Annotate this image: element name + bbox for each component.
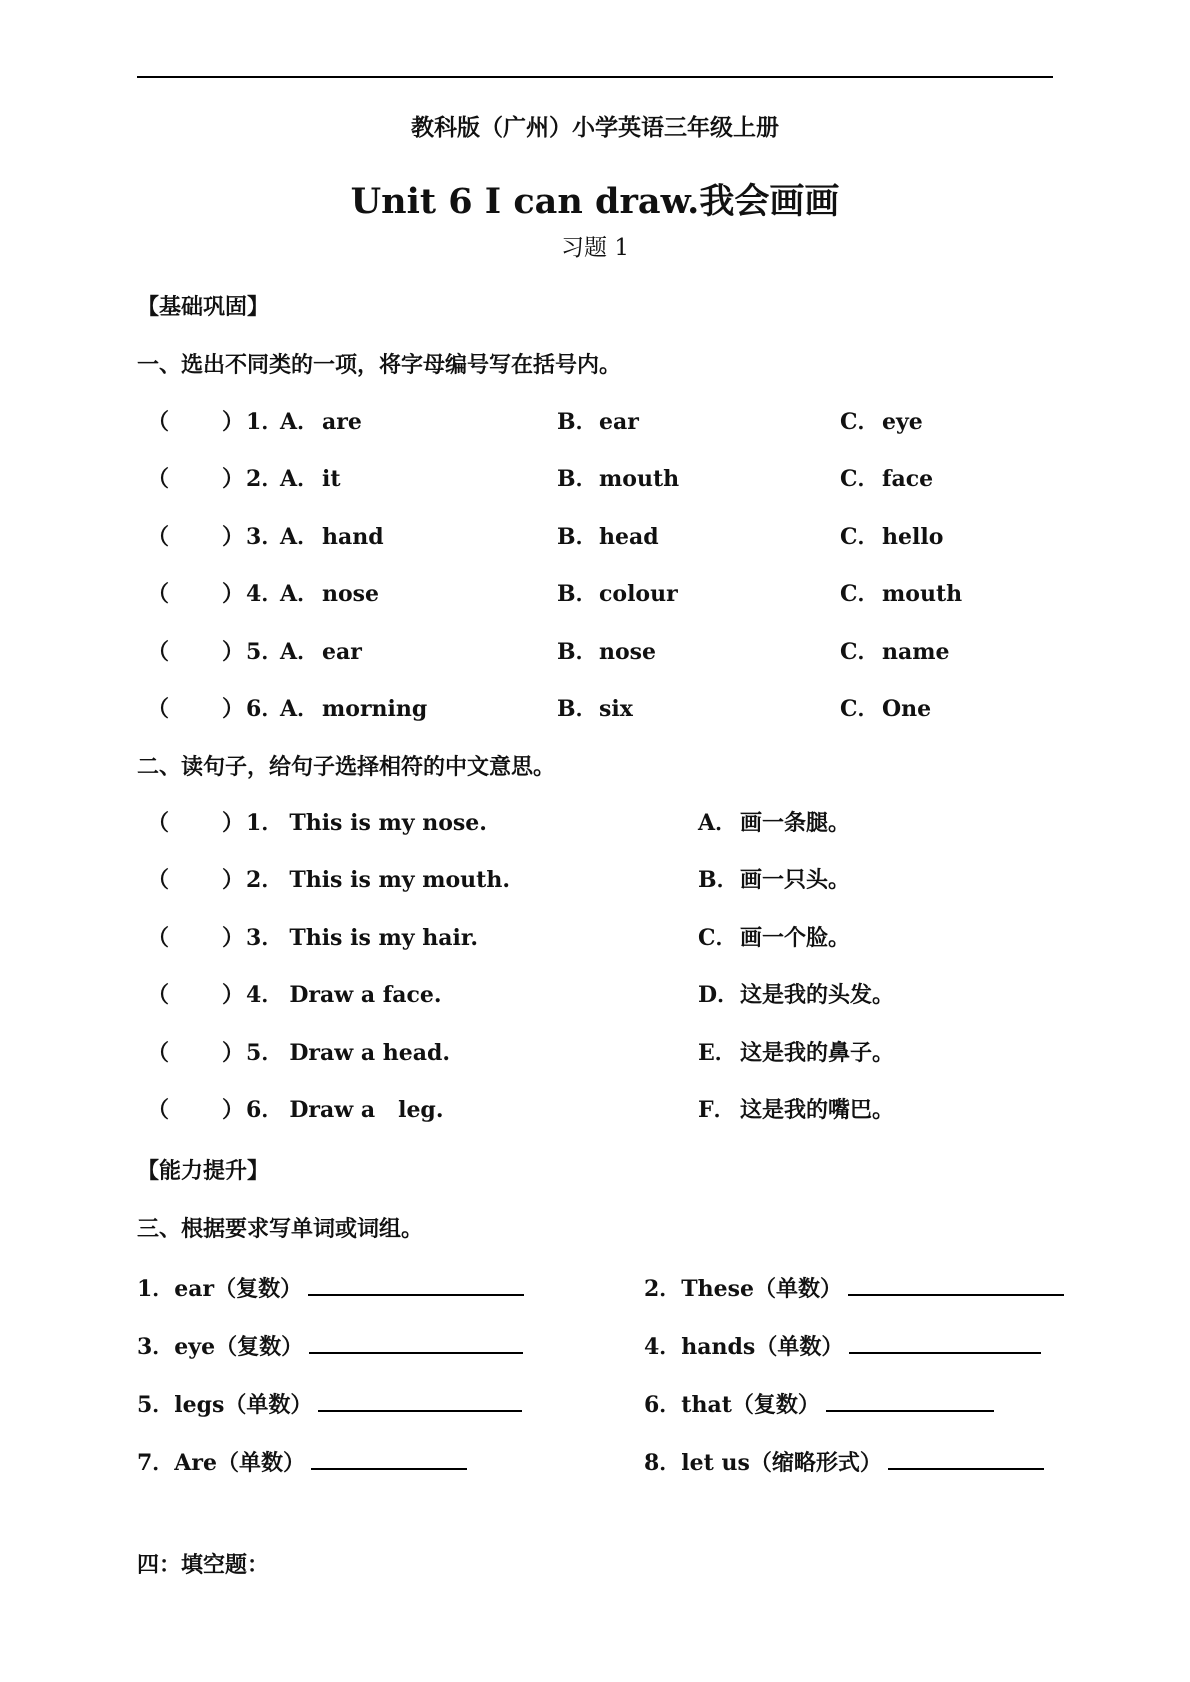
option-b: [557, 407, 639, 437]
option-letter: A．: [280, 524, 320, 550]
item-number: 4．: [246, 982, 284, 1008]
answer-paren-open[interactable]: （: [147, 409, 170, 435]
fill-item-label: 7．Are（单数）: [137, 1450, 305, 1476]
item-number: 6．: [246, 696, 284, 722]
answer-blank[interactable]: [888, 1446, 1044, 1470]
option-word: nose: [599, 639, 657, 665]
option-a: [280, 464, 341, 494]
option-c: [840, 637, 950, 667]
english-sentence: Draw a head.: [289, 1040, 451, 1066]
item-number: 2．: [246, 867, 284, 893]
option-letter: B．: [557, 409, 598, 435]
answer-paren-close: ）: [222, 409, 245, 435]
option-word: morning: [322, 696, 428, 722]
option-letter: A．: [280, 466, 320, 492]
chinese-meaning: [698, 1095, 894, 1125]
book-subtitle: 教科版（广州）小学英语三年级上册: [411, 114, 779, 141]
option-b: [557, 694, 633, 724]
option-c: [840, 579, 962, 609]
option-word: it: [322, 466, 341, 492]
option-word: face: [882, 466, 934, 492]
item-number: 1．: [246, 810, 284, 836]
question-number: [222, 808, 487, 838]
option-word: are: [322, 409, 362, 435]
option-letter: B．: [557, 524, 598, 550]
answer-paren-open[interactable]: （: [147, 1097, 170, 1123]
fill-item: [137, 1272, 524, 1304]
option-letter: B．: [557, 639, 598, 665]
fill-item: [644, 1330, 1041, 1362]
part3-instruction: 三、根据要求写单词或词组。: [137, 1216, 424, 1242]
option-letter: C．: [840, 524, 880, 550]
meaning-text: 画一只头。: [740, 867, 851, 893]
english-sentence: This is my mouth.: [289, 867, 510, 893]
answer-blank[interactable]: [311, 1446, 467, 1470]
answer-paren-close: ）: [222, 639, 245, 665]
meaning-letter: A．: [698, 810, 738, 836]
option-word: hand: [322, 524, 384, 550]
chinese-meaning: [698, 923, 850, 953]
question-number: [222, 694, 283, 724]
option-b: [557, 464, 679, 494]
item-number: 1．: [246, 409, 284, 435]
question-number: [222, 980, 442, 1010]
answer-paren-close: ）: [222, 581, 245, 607]
option-word: six: [599, 696, 633, 722]
answer-paren-close: ）: [222, 524, 245, 550]
answer-paren-open[interactable]: （: [147, 982, 170, 1008]
fill-item-label: 4．hands（单数）: [644, 1334, 844, 1360]
option-letter: C．: [840, 409, 880, 435]
meaning-text: 这是我的嘴巴。: [740, 1097, 895, 1123]
section-advanced-heading: 【能力提升】: [137, 1158, 270, 1184]
option-c: [840, 464, 933, 494]
answer-paren-open[interactable]: （: [147, 581, 170, 607]
answer-paren-open[interactable]: （: [147, 867, 170, 893]
item-number: 4．: [246, 581, 284, 607]
option-letter: B．: [557, 696, 598, 722]
option-word: name: [882, 639, 950, 665]
fill-item: [644, 1446, 1044, 1478]
chinese-meaning: [698, 980, 894, 1010]
page-title: Unit 6 I can draw.我会画画: [350, 181, 840, 222]
question-number: [222, 579, 283, 609]
meaning-letter: D．: [698, 982, 740, 1008]
meaning-text: 这是我的鼻子。: [740, 1040, 895, 1066]
meaning-text: 画一个脸。: [740, 925, 851, 951]
question-number: [222, 637, 283, 667]
part1-instruction: 一、选出不同类的一项，将字母编号写在括号内。: [137, 352, 622, 378]
option-letter: A．: [280, 696, 320, 722]
answer-blank[interactable]: [849, 1330, 1041, 1354]
answer-paren-close: ）: [222, 1040, 245, 1066]
option-word: mouth: [882, 581, 963, 607]
answer-blank[interactable]: [848, 1272, 1064, 1296]
fill-item: [137, 1330, 523, 1362]
option-b: [557, 637, 656, 667]
option-word: One: [882, 696, 932, 722]
answer-blank[interactable]: [308, 1272, 524, 1296]
option-a: [280, 637, 362, 667]
option-letter: A．: [280, 409, 320, 435]
option-word: mouth: [599, 466, 680, 492]
fill-item-label: 1．ear（复数）: [137, 1276, 303, 1302]
answer-paren-open[interactable]: （: [147, 1040, 170, 1066]
option-letter: A．: [280, 581, 320, 607]
question-number: [222, 1038, 450, 1068]
answer-paren-close: ）: [222, 810, 245, 836]
option-letter: C．: [840, 581, 880, 607]
option-letter: C．: [840, 696, 880, 722]
section-basic-heading: 【基础巩固】: [137, 294, 270, 320]
item-number: 3．: [246, 524, 284, 550]
answer-paren-close: ）: [222, 1097, 245, 1123]
item-number: 5．: [246, 1040, 284, 1066]
top-rule: [137, 76, 1053, 78]
option-word: colour: [599, 581, 678, 607]
option-letter: C．: [840, 639, 880, 665]
part2-instruction: 二、读句子，给句子选择相符的中文意思。: [137, 754, 556, 780]
meaning-text: 画一条腿。: [740, 810, 851, 836]
option-word: nose: [322, 581, 380, 607]
answer-paren-open[interactable]: （: [147, 524, 170, 550]
answer-paren-open[interactable]: （: [147, 639, 170, 665]
option-c: [840, 522, 943, 552]
answer-blank[interactable]: [826, 1388, 994, 1412]
fill-item-label: 3．eye（复数）: [137, 1334, 304, 1360]
answer-paren-close: ）: [222, 982, 245, 1008]
option-word: head: [599, 524, 659, 550]
fill-item: [137, 1388, 522, 1420]
english-sentence: Draw a face.: [289, 982, 442, 1008]
question-number: [222, 464, 283, 494]
item-number: 3．: [246, 925, 284, 951]
meaning-text: 这是我的头发。: [740, 982, 895, 1008]
fill-item: [644, 1388, 994, 1420]
chinese-meaning: [698, 808, 850, 838]
option-word: ear: [322, 639, 362, 665]
part4-instruction: 四：填空题：: [137, 1552, 270, 1578]
fill-item: [137, 1446, 467, 1478]
option-a: [280, 522, 384, 552]
fill-item: [644, 1272, 1064, 1304]
question-number: [222, 1095, 443, 1125]
answer-paren-close: ）: [222, 696, 245, 722]
meaning-letter: B．: [698, 867, 739, 893]
option-word: ear: [599, 409, 639, 435]
item-number: 6．: [246, 1097, 284, 1123]
option-a: [280, 407, 362, 437]
fill-item-label: 6．that（复数）: [644, 1392, 820, 1418]
meaning-letter: E．: [698, 1040, 737, 1066]
option-b: [557, 579, 678, 609]
option-letter: C．: [840, 466, 880, 492]
exercise-number: 习题 1: [561, 235, 629, 261]
meaning-letter: F．: [698, 1097, 736, 1123]
option-b: [557, 522, 659, 552]
option-letter: B．: [557, 466, 598, 492]
answer-blank[interactable]: [318, 1388, 522, 1412]
english-sentence: This is my hair.: [289, 925, 479, 951]
english-sentence: Draw a leg.: [289, 1097, 444, 1123]
answer-blank[interactable]: [309, 1330, 523, 1354]
option-c: [840, 694, 931, 724]
option-a: [280, 579, 379, 609]
question-number: [222, 407, 283, 437]
chinese-meaning: [698, 1038, 894, 1068]
answer-paren-open[interactable]: （: [147, 925, 170, 951]
option-a: [280, 694, 427, 724]
option-word: eye: [882, 409, 923, 435]
answer-paren-close: ）: [222, 867, 245, 893]
option-letter: B．: [557, 581, 598, 607]
meaning-letter: C．: [698, 925, 738, 951]
answer-paren-open[interactable]: （: [147, 810, 170, 836]
option-letter: A．: [280, 639, 320, 665]
english-sentence: This is my nose.: [289, 810, 487, 836]
question-number: [222, 923, 478, 953]
question-number: [222, 865, 510, 895]
item-number: 2．: [246, 466, 284, 492]
fill-item-label: 2．These（单数）: [644, 1276, 843, 1302]
option-c: [840, 407, 923, 437]
item-number: 5．: [246, 639, 284, 665]
chinese-meaning: [698, 865, 850, 895]
option-word: hello: [882, 524, 944, 550]
answer-paren-open[interactable]: （: [147, 696, 170, 722]
answer-paren-close: ）: [222, 466, 245, 492]
answer-paren-open[interactable]: （: [147, 466, 170, 492]
question-number: [222, 522, 283, 552]
fill-item-label: 8．let us（缩略形式）: [644, 1450, 882, 1476]
fill-item-label: 5．legs（单数）: [137, 1392, 313, 1418]
answer-paren-close: ）: [222, 925, 245, 951]
